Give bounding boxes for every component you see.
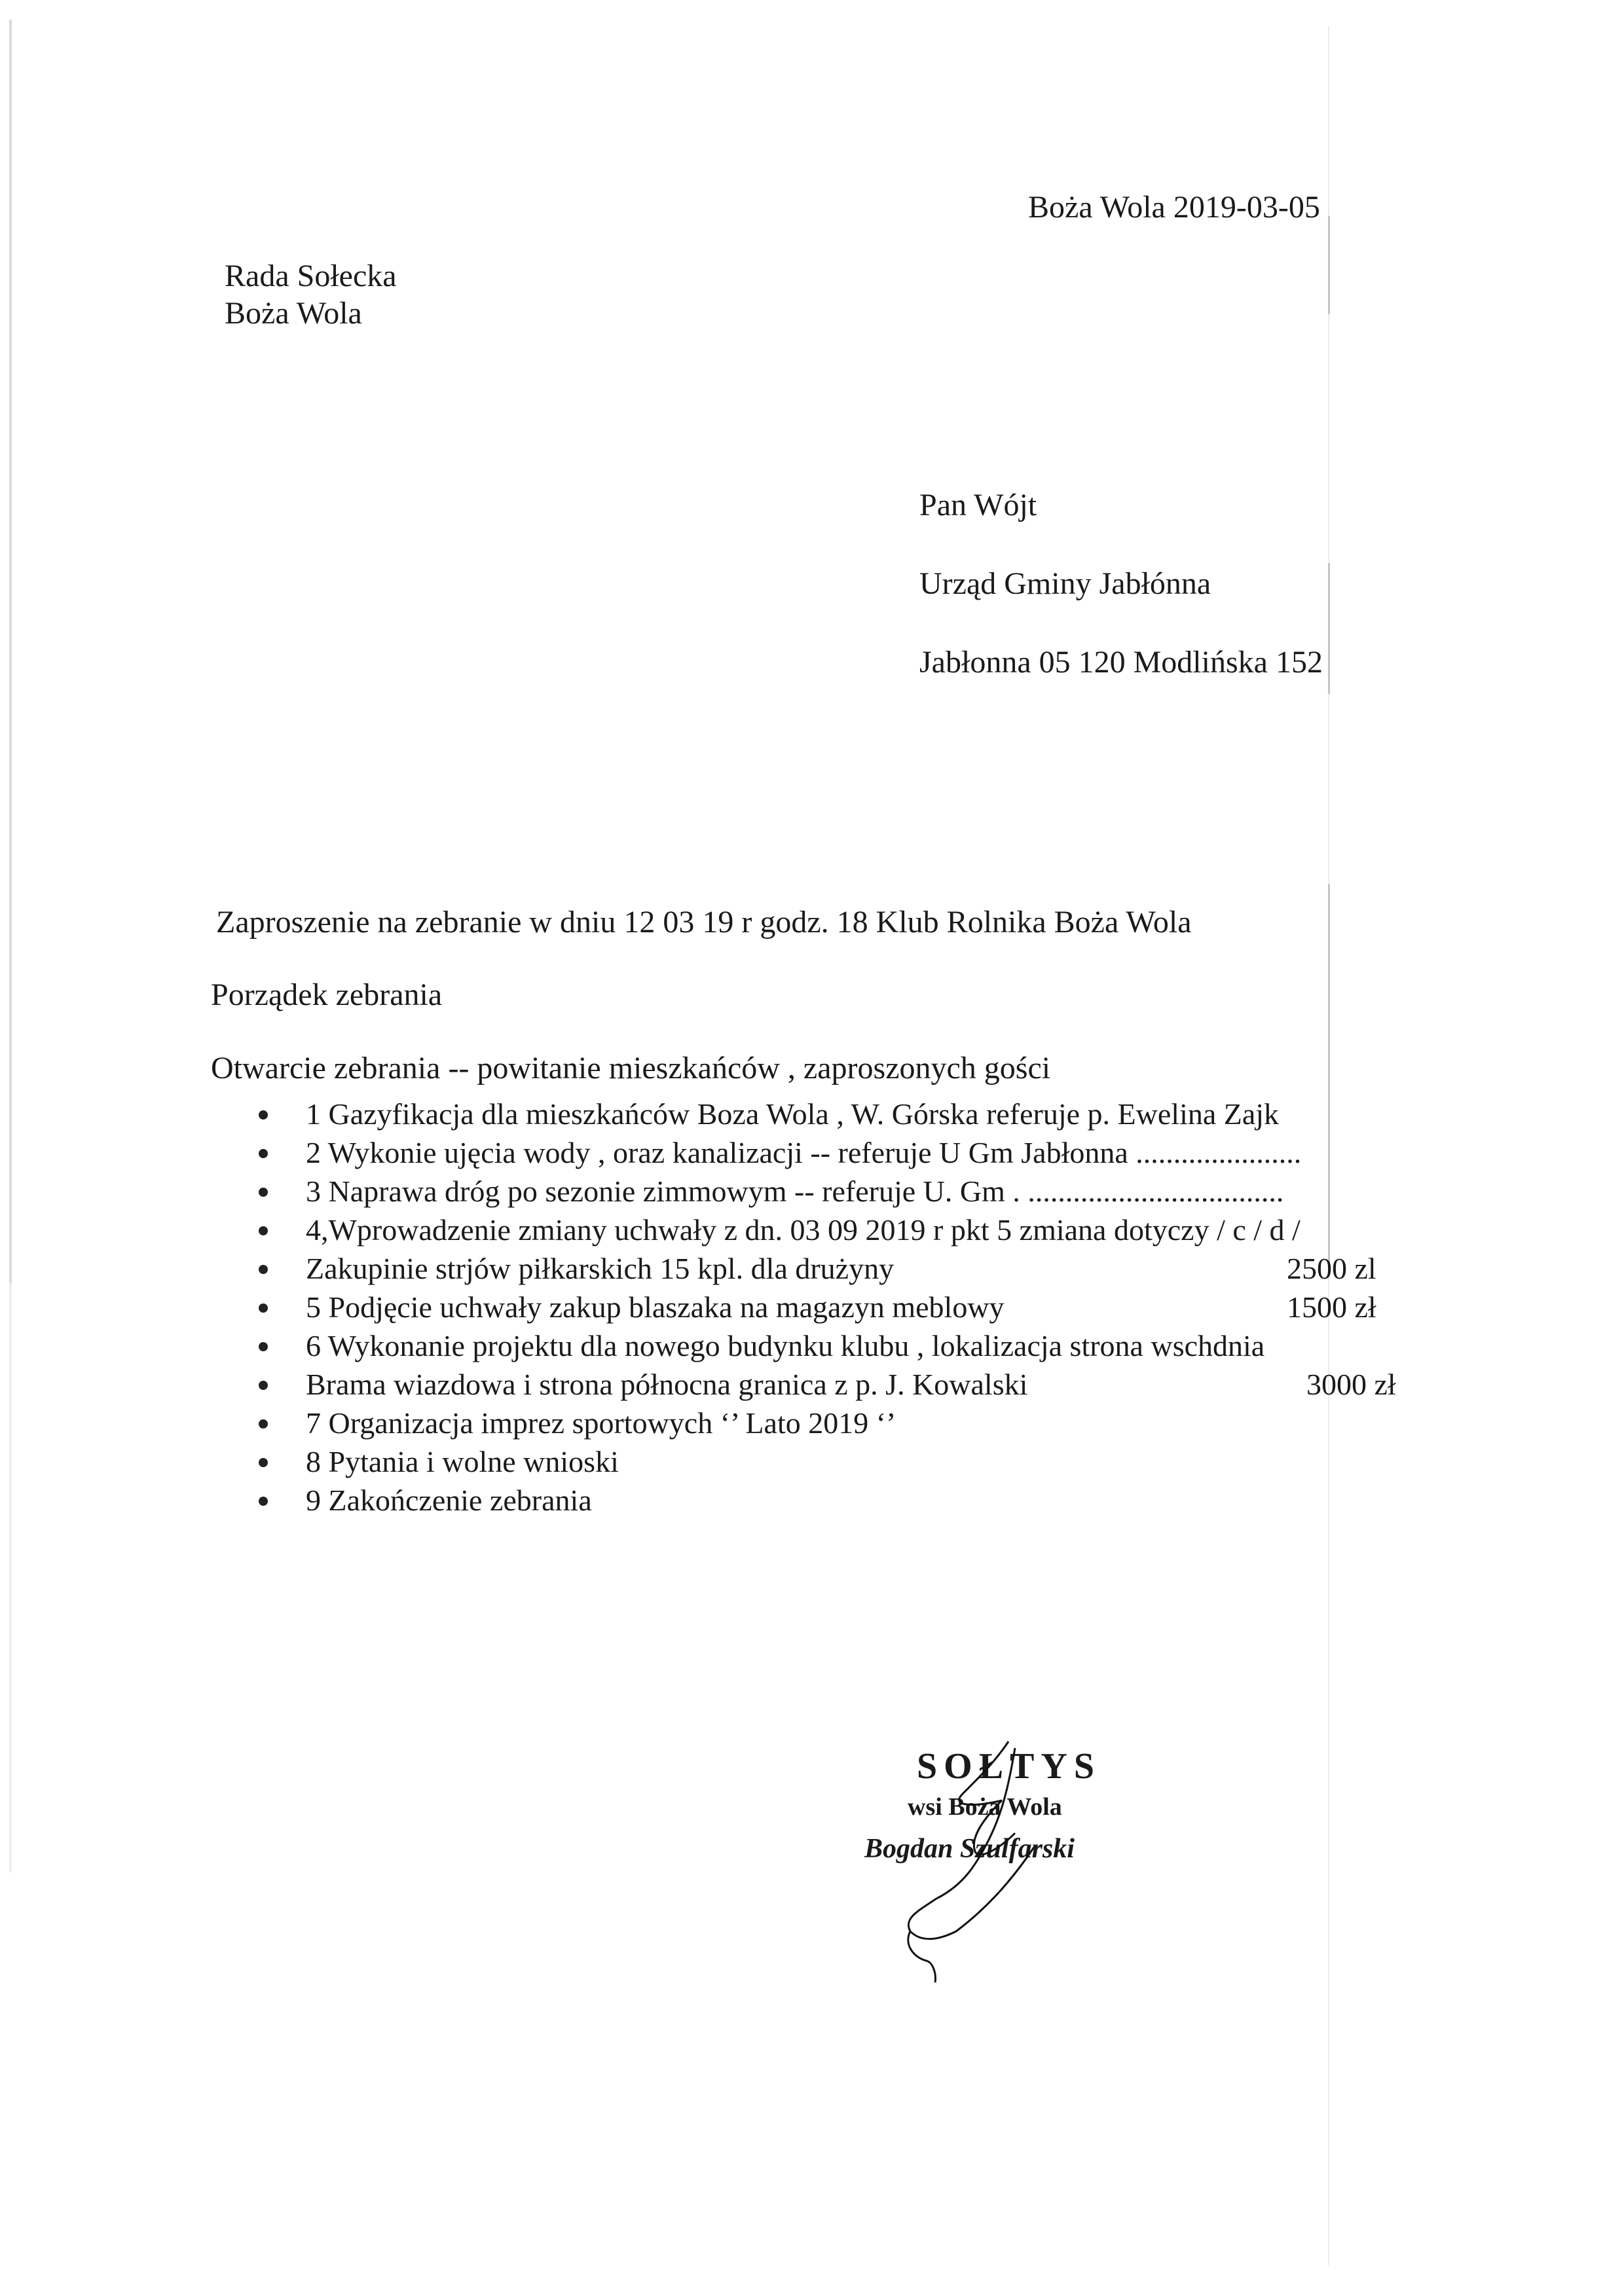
sender-line-2: Boża Wola — [225, 296, 362, 331]
bullet-icon — [259, 1381, 268, 1390]
stamp-village: wsi Boża Wola — [908, 1793, 1062, 1821]
scan-fold-mark — [1328, 563, 1330, 694]
agenda-list — [246, 1095, 1450, 1520]
scan-left-edge-lower — [9, 1283, 12, 1872]
bullet-icon — [259, 1303, 268, 1313]
agenda-item-amount: 3000 zł — [1306, 1368, 1396, 1401]
agenda-item-text: 9 Zakończenie zebrania — [306, 1484, 592, 1517]
bullet-icon — [259, 1458, 268, 1467]
bullet-icon — [259, 1419, 268, 1429]
bullet-icon — [259, 1265, 268, 1274]
agenda-item — [246, 1288, 1450, 1326]
agenda-item-amount: 2500 zl — [1287, 1252, 1376, 1285]
bullet-icon — [259, 1149, 268, 1158]
agenda-item-text: Brama wiazdowa i strona północna granica z p. J. Kowalski — [306, 1368, 1028, 1401]
sender-line-1: Rada Sołecka — [225, 259, 397, 293]
official-stamp — [851, 1735, 1159, 1984]
agenda-item — [246, 1133, 1450, 1172]
agenda-item-amount: 1500 zł — [1287, 1290, 1376, 1324]
agenda-item — [246, 1365, 1450, 1404]
agenda-item — [246, 1211, 1450, 1249]
scan-left-edge — [9, 20, 12, 1283]
bullet-icon — [259, 1110, 268, 1120]
agenda-item-text: 6 Wykonanie projektu dla nowego budynku klubu , lokalizacja strona wschdnia — [306, 1329, 1265, 1362]
agenda-title: Porządek zebrania — [211, 977, 443, 1012]
agenda-item-text: 8 Pytania i wolne wnioski — [306, 1445, 619, 1478]
bullet-icon — [259, 1226, 268, 1235]
agenda-item — [246, 1095, 1450, 1133]
recipient-line-1: Pan Wójt — [919, 488, 1037, 522]
agenda-item-text: Zakupinie strjów piłkarskich 15 kpl. dla drużyny — [306, 1252, 895, 1285]
scan-fold-mark — [1328, 216, 1330, 314]
agenda-item — [246, 1442, 1450, 1481]
agenda-item — [246, 1326, 1450, 1365]
agenda-item-text: 1 Gazyfikacja dla mieszkańców Boza Wola , W. Górska referuje p. Ewelina Zajk — [306, 1097, 1280, 1131]
agenda-item-text: 5 Podjęcie uchwały zakup blaszaka na magazyn meblowy — [306, 1290, 1005, 1324]
agenda-item-text: 2 Wykonie ujęcia wody , oraz kanalizacji -- referuje U Gm Jabłonna ...................... — [306, 1136, 1302, 1169]
recipient-line-2: Urząd Gminy Jabłónna — [919, 566, 1211, 601]
agenda-item — [246, 1404, 1450, 1442]
agenda-item-text: 3 Naprawa dróg po sezonie zimmowym -- referuje U. Gm . .................................. — [306, 1175, 1284, 1208]
agenda-item-text: 4,Wprowadzenie zmiany uchwały z dn. 03 09 2019 r pkt 5 zmiana dotyczy / c / d / — [306, 1213, 1301, 1247]
stamp-title: SOŁTYS — [917, 1746, 1101, 1787]
recipient-line-3: Jabłonna 05 120 Modlińska 152 — [919, 645, 1323, 680]
agenda-item — [246, 1481, 1450, 1520]
agenda-item — [246, 1249, 1450, 1288]
invitation-line: Zaproszenie na zebranie w dniu 12 03 19 r godz. 18 Klub Rolnika Boża Wola — [216, 905, 1192, 939]
bullet-icon — [259, 1497, 268, 1506]
agenda-item-text: 7 Organizacja imprez sportowych ‘’ Lato 2019 ‘’ — [306, 1406, 896, 1440]
bullet-icon — [259, 1342, 268, 1351]
stamp-name: Bogdan Szulfarski — [864, 1834, 1075, 1864]
handwritten-signature — [851, 1735, 1159, 1984]
agenda-item — [246, 1172, 1450, 1211]
place-date: Boża Wola 2019-03-05 — [1028, 190, 1320, 225]
bullet-icon — [259, 1188, 268, 1197]
agenda-opening: Otwarcie zebrania -- powitanie mieszkańców , zaproszonych gości — [211, 1051, 1051, 1085]
